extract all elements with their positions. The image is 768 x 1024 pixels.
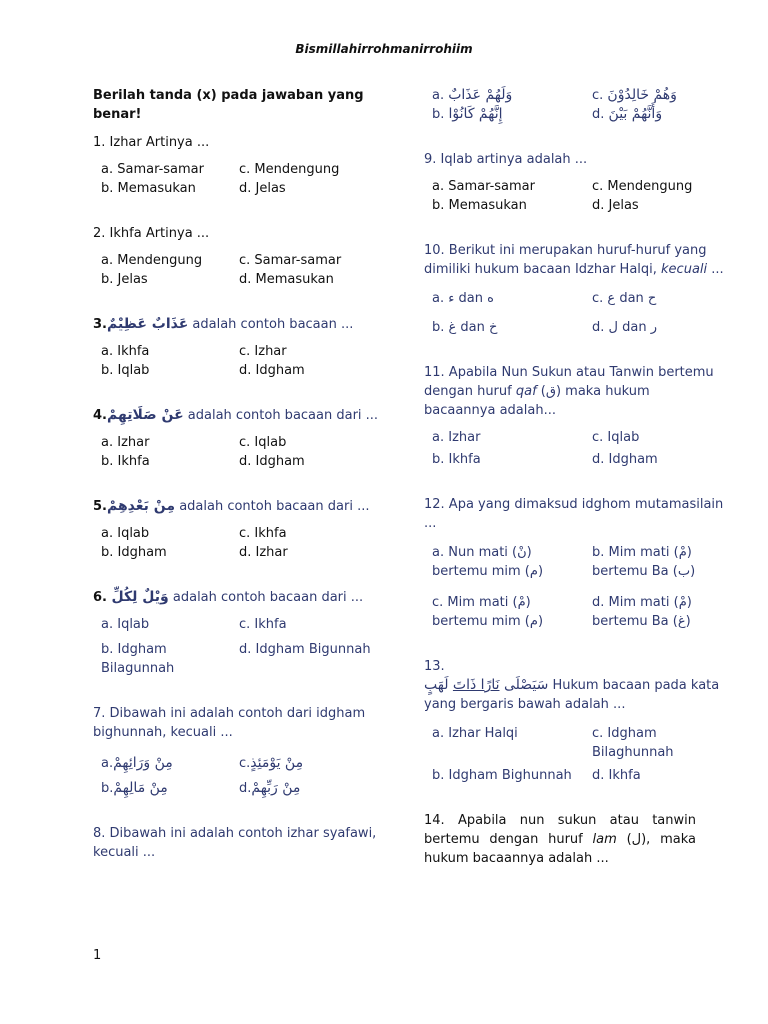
q13-option-d[interactable]: d. Ikhfa <box>592 768 641 783</box>
question-5 <box>93 497 393 562</box>
q8-option-a-arabic: وَلَهُمْ عَذَابٌ <box>448 87 513 103</box>
q13-arabic-end: لَهَبٍ <box>424 677 453 693</box>
q13-option-a[interactable]: a. Izhar Halqi <box>432 726 518 741</box>
page-header: Bismillahirrohmanirrohiim <box>295 42 473 56</box>
q1-option-c[interactable]: c. Mendengung <box>239 162 340 177</box>
q7-option-c-arabic: مِنْ يَوْمَئِذٍ <box>250 755 304 771</box>
q11-option-a[interactable]: a. Izhar <box>432 430 481 445</box>
q8-option-d-letter: d. <box>592 107 609 122</box>
question-4-text <box>93 406 393 425</box>
q4-option-c[interactable]: c. Iqlab <box>239 435 287 450</box>
q7-option-c[interactable] <box>239 754 393 773</box>
q4-arabic: عَنْ صَلَاتِهِمْ <box>106 407 184 423</box>
q7-option-b[interactable] <box>101 779 239 798</box>
q9-option-b[interactable]: b. Memasukan <box>432 198 527 213</box>
question-1-text: 1. Izhar Artinya ... <box>93 135 210 150</box>
q7-option-d-arabic: مِنْ رَبِّهِمْ <box>251 780 301 796</box>
question-7 <box>93 704 393 798</box>
question-1 <box>93 133 393 198</box>
q14-stem-emphasis: lam <box>592 832 617 847</box>
q1-option-b[interactable]: b. Memasukan <box>101 181 196 196</box>
q5-stem: adalah contoh bacaan dari ... <box>175 499 370 514</box>
q5-option-b[interactable]: b. Idgham <box>101 545 167 560</box>
question-13 <box>424 657 724 785</box>
q5-option-d[interactable]: d. Izhar <box>239 545 288 560</box>
q11-option-c[interactable]: c. Iqlab <box>592 430 640 445</box>
q8-option-b[interactable] <box>432 105 592 124</box>
q3-arabic: عَذَابٌ عَظِيْمٌ <box>106 316 189 332</box>
left-column <box>93 86 393 862</box>
q7-option-d[interactable] <box>239 779 393 798</box>
q7-option-c-letter: c. <box>239 756 251 771</box>
q2-option-d[interactable]: d. Memasukan <box>239 272 334 287</box>
question-8-options <box>424 86 724 124</box>
q8-option-a-letter: a. <box>432 88 449 103</box>
q1-option-a[interactable]: a. Samar-samar <box>101 162 204 177</box>
q10-stem: 10. Berikut ini merupakan huruf-huruf yang dimiliki hukum bacaan Idzhar Halqi, <box>424 243 707 277</box>
q2-option-b[interactable]: b. Jelas <box>101 272 148 287</box>
q13-stem: Hukum bacaan pada kata yang bergaris bawah adalah ... <box>424 678 720 712</box>
question-14 <box>424 811 724 868</box>
q3-option-b[interactable]: b. Iqlab <box>101 363 150 378</box>
q1-option-d[interactable]: d. Jelas <box>239 181 286 196</box>
question-2 <box>93 224 393 289</box>
q8-option-c-arabic: وَهُمْ خَالِدُوْنَ <box>607 87 677 103</box>
q6-option-d[interactable]: d. Idgham Bigunnah <box>239 642 371 657</box>
question-10-text <box>424 241 724 279</box>
q7-option-a-letter: a. <box>101 756 114 771</box>
question-3-text <box>93 315 393 334</box>
q8-option-b-letter: b. <box>432 107 449 122</box>
q7-option-d-letter: d. <box>239 781 252 796</box>
q12-option-a[interactable]: a. Nun mati (نْ) bertemu mim (م) <box>432 545 544 579</box>
q2-option-c[interactable]: c. Samar-samar <box>239 253 342 268</box>
q9-option-c[interactable]: c. Mendengung <box>592 179 693 194</box>
q4-number: 4. <box>93 408 107 423</box>
q8-option-a[interactable] <box>432 86 592 105</box>
question-9 <box>424 150 724 215</box>
question-9-text: 9. Iqlab artinya adalah ... <box>424 152 588 167</box>
q7-option-a-arabic: مِنْ وَرَائِهِمْ <box>113 755 173 771</box>
q10-stem-end: ... <box>707 262 724 277</box>
q3-number: 3. <box>93 317 107 332</box>
q3-stem: adalah contoh bacaan ... <box>188 317 354 332</box>
q10-option-b[interactable]: b. غ dan خ <box>432 320 498 335</box>
q6-option-a[interactable]: a. Iqlab <box>101 617 150 632</box>
question-11-text <box>424 363 724 420</box>
question-6 <box>93 588 393 678</box>
q14-stem-end: (ل), maka hukum bacaannya adalah ... <box>424 832 696 866</box>
q4-option-d[interactable]: d. Idgham <box>239 454 305 469</box>
q8-option-c[interactable] <box>592 86 724 105</box>
question-3 <box>93 315 393 380</box>
q10-stem-emphasis: kecuali <box>661 262 708 277</box>
question-2-text: 2. Ikhfa Artinya ... <box>93 226 210 241</box>
q7-option-b-letter: b. <box>101 781 114 796</box>
q3-option-c[interactable]: c. Izhar <box>239 344 287 359</box>
q11-option-d[interactable]: d. Idgham <box>592 452 658 467</box>
q8-option-d[interactable] <box>592 105 724 124</box>
q10-option-d[interactable]: d. ل dan ر <box>592 320 657 335</box>
question-6-text <box>93 588 393 607</box>
q14-stem: 14. Apabila nun sukun atau tanwin bertemu dengan huruf <box>424 813 696 847</box>
q3-option-a[interactable]: a. Ikhfa <box>101 344 150 359</box>
instruction: Berilah tanda (x) pada jawaban yang benar! <box>93 88 364 122</box>
q9-option-a[interactable]: a. Samar-samar <box>432 179 535 194</box>
q6-number: 6. <box>93 590 112 605</box>
q8-option-c-letter: c. <box>592 88 608 103</box>
question-13-text <box>424 676 724 714</box>
q13-arabic-start: سَيَصْلَى <box>499 677 549 693</box>
q13-option-b[interactable]: b. Idgham Bighunnah <box>432 768 572 783</box>
question-5-text <box>93 497 393 516</box>
q4-option-a[interactable]: a. Izhar <box>101 435 150 450</box>
question-12-text: 12. Apa yang dimaksud idghom mutamasilain ... <box>424 497 724 531</box>
q5-number: 5. <box>93 499 107 514</box>
q4-stem: adalah contoh bacaan dari ... <box>183 408 379 423</box>
q5-option-a[interactable]: a. Iqlab <box>101 526 150 541</box>
page-number: 1 <box>93 948 102 963</box>
question-14-text <box>424 811 696 868</box>
q6-stem: adalah contoh bacaan dari ... <box>168 590 364 605</box>
question-10 <box>424 241 724 337</box>
q4-option-b[interactable]: b. Ikhfa <box>101 454 150 469</box>
q3-option-d[interactable]: d. Idgham <box>239 363 305 378</box>
q12-option-d[interactable]: d. Mim mati (مْ) bertemu Ba (غ) <box>592 595 692 629</box>
question-8 <box>93 824 393 862</box>
q6-arabic: وَيْلٌ لِكُلِّ <box>111 589 169 605</box>
right-column <box>424 86 724 868</box>
q8-option-b-arabic: إِنَّهُمْ كَانُوْا <box>448 106 503 122</box>
q7-option-b-arabic: مِنْ مَالِهِمْ <box>113 780 168 796</box>
q5-arabic: مِنْ بَعْدِهِمْ <box>106 498 176 514</box>
question-12 <box>424 495 724 631</box>
q13-arabic-underlined: نَارًا ذَاتَ <box>452 677 500 693</box>
q10-option-c[interactable]: c. ع dan ح <box>592 291 657 306</box>
q2-option-a[interactable]: a. Mendengung <box>101 253 203 268</box>
question-7-text: 7. Dibawah ini adalah contoh dari idgham bighunnah, kecuali ... <box>93 706 366 740</box>
question-13-number: 13. <box>424 659 445 674</box>
q11-stem-end: (ق) maka hukum bacaannya adalah... <box>424 384 650 418</box>
q5-option-c[interactable]: c. Ikhfa <box>239 526 287 541</box>
q6-option-b[interactable]: b. Idgham Bilagunnah <box>101 642 175 676</box>
q11-option-b[interactable]: b. Ikhfa <box>432 452 481 467</box>
q8-option-d-arabic: وَأَنَّهُمْ بَيْنَ <box>608 106 663 122</box>
q12-option-b[interactable]: b. Mim mati (مْ) bertemu Ba (ب) <box>592 545 696 579</box>
q12-option-c[interactable]: c. Mim mati (مْ) bertemu mim (م) <box>432 595 544 629</box>
question-8-text: 8. Dibawah ini adalah contoh izhar syafawi, kecuali ... <box>93 826 377 860</box>
q11-stem-emphasis: qaf <box>515 384 537 399</box>
question-11 <box>424 363 724 469</box>
q13-option-c[interactable]: c. Idgham Bilaghunnah <box>592 726 674 760</box>
q10-option-a[interactable]: a. ء dan ه <box>432 291 494 306</box>
q11-stem: 11. Apabila Nun Sukun atau Tanwin bertemu dengan huruf <box>424 365 714 399</box>
q7-option-a[interactable] <box>101 754 239 773</box>
question-4 <box>93 406 393 471</box>
q9-option-d[interactable]: d. Jelas <box>592 198 639 213</box>
q6-option-c[interactable]: c. Ikhfa <box>239 617 287 632</box>
